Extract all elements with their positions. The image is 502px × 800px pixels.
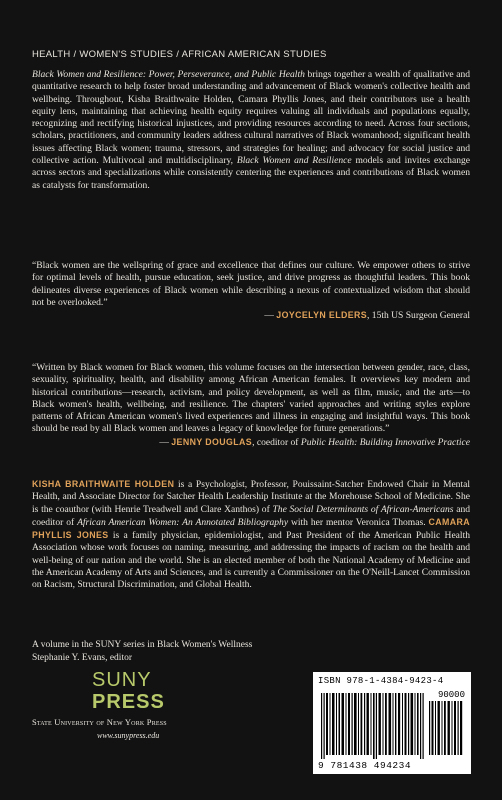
price-code: 90000 xyxy=(437,690,465,700)
endorsement-2-text: “Written by Black women for Black women, this volume focuses on the intersection between gender, race, class, sexuality, spirituality, health, and disability among African American females. It overviews key modern and historical contributions—research, activism, and policy development, as well as film, music, and the arts—to Black women's health, wellbeing, and resilience. The chapters' varied approaches and writing styles explore patterns of African American women's lived experiences and illness in engaging and insightful ways. This book should be read by all Black women and leaves a legacy of knowledge for future generations.” xyxy=(32,362,470,435)
series-line: A volume in the SUNY series in Black Women's Wellness xyxy=(32,640,253,650)
bio-text: and coeditor of xyxy=(32,503,470,528)
publisher-url: www.sunypress.edu xyxy=(97,731,160,740)
author-name-1: KISHA BRAITHWAITE HOLDEN xyxy=(32,479,175,489)
bio-text: is a Psychologist, Professor, Pouissaint-Satcher Endowed Chair in Mental Health, and Associate Director for Satcher Health Leadership Institute at the Morehouse School of Medicine. She is the coauthor (with Henrie Treadwell and Clare Xanthos) of xyxy=(32,479,470,515)
series-note xyxy=(32,639,252,664)
publisher-name: State University of New York Press xyxy=(32,717,167,727)
book-reference: The Social Determinants of African-Americans xyxy=(272,503,454,515)
description-text-a: brings together a wealth of qualitative and quantitative research to help foster broad understanding and advancement of Black women's collective health and wellbeing. Throughout, Kisha Braithwaite Holden, Camara Phyllis Jones, and their contributors use a health equity lens, maintaining that achieving health equity requires valuing all individuals and populations equally, recognizing and rectifying historical injustices, and providing resources according to need. Across four sections, scholars, practitioners, and community leaders address cultural narratives of Black womanhood; significant health issues affecting Black women; trauma, stressors, and strategies for healing; and advocacy for social justice and collective action. Multivocal and multidisciplinary, xyxy=(32,69,470,167)
attribution-dash: — xyxy=(264,310,277,322)
endorser-role: , 15th US Surgeon General xyxy=(367,310,470,322)
endorsement-2 xyxy=(32,362,470,449)
endorsement-1 xyxy=(32,260,470,322)
book-title: Black Women and Resilience: Power, Perseverance, and Public Health xyxy=(32,69,305,80)
suny-press-logo xyxy=(92,669,165,713)
description-text-b: models and invites exchange across sectors and specializations while consistently centering the experiences and contributions of Black women as catalysts for transformation. xyxy=(32,155,470,191)
endorser-name: JENNY DOUGLAS xyxy=(171,436,253,447)
ean-number: 9 781438 494234 xyxy=(318,760,412,771)
endorsement-2-attribution xyxy=(32,436,470,449)
bio-text: is a family physician, epidemiologist, and Past President of the American Public Health Association whose work focuses on naming, measuring, and addressing the impacts of racism on the health and well-being of our nation and the world. She is an elected member of both the National Academy of Medicine and the American Academy of Arts and Sciences, and is currently a Commissioner on the O'Neill-Lancet Commission on Racism, Structural Discrimination, and Global Health. xyxy=(32,530,470,591)
book-reference: African American Women: An Annotated Bibliography xyxy=(77,516,289,528)
endorsement-1-attribution xyxy=(32,309,470,322)
endorser-role: , coeditor of xyxy=(252,436,301,448)
category-line: HEALTH / WOMEN'S STUDIES / AFRICAN AMERICAN STUDIES xyxy=(32,49,327,60)
endorsement-1-text: “Black women are the wellspring of grace and excellence that defines our culture. We empower others to strive for optimal levels of health, pursue education, seek justice, and drive progress as thoughtful leaders. This book delineates diverse experiences of Black women while describing a nexus of contextualized wisdom that should not be overlooked.” xyxy=(32,260,470,308)
bio-text: with her mentor Veronica Thomas. xyxy=(288,516,429,528)
book-description xyxy=(32,69,470,192)
series-editor: Stephanie Y. Evans, editor xyxy=(32,652,132,663)
author-bios xyxy=(32,478,470,592)
isbn-label: ISBN 978-1-4384-9423-4 xyxy=(318,676,444,686)
endorser-name: JOYCELYN ELDERS xyxy=(276,310,368,321)
endorser-work: Public Health: Building Innovative Practice xyxy=(300,436,470,448)
logo-press: PRESS xyxy=(92,691,165,713)
logo-suny: SUNY xyxy=(92,669,152,691)
book-title-short: Black Women and Resilience xyxy=(236,155,352,167)
author-name-2: CAMARA PHYLLIS JONES xyxy=(32,516,470,541)
isbn-barcode xyxy=(313,672,471,774)
attribution-dash: — xyxy=(159,436,172,448)
